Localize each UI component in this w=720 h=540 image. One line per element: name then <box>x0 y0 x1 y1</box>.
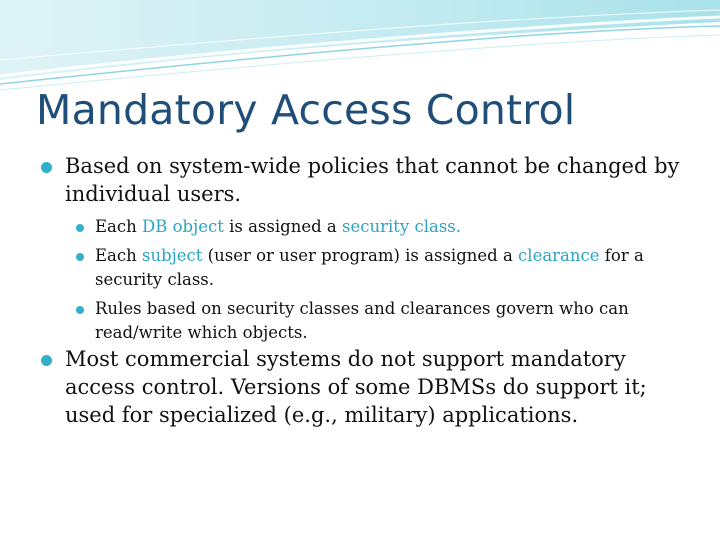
bullet-dot-icon <box>41 162 52 173</box>
slide-body <box>40 152 690 429</box>
bullet-1-text: Based on system-wide policies that cannot be changed by individual users. <box>65 154 680 206</box>
sub-bullet-2-part-3: for a security class. <box>95 246 644 289</box>
sub-bullet-2-part-2: (user or user program) is assigned a <box>202 246 519 265</box>
bullet-2 <box>40 345 690 429</box>
bullet-dot-icon <box>76 253 84 261</box>
bullet-dot-icon <box>41 355 52 366</box>
slide-title: Mandatory Access Control <box>36 86 576 134</box>
sub-bullet-3 <box>40 297 690 345</box>
bullet-2-text: Most commercial systems do not support mandatory access control. Versions of some DBMSs do support it; used for specialized (e.g., military) applications. <box>65 347 647 427</box>
sub-bullet-2 <box>40 244 690 292</box>
sub-bullet-2-highlight-subject: subject <box>142 246 203 265</box>
sub-bullet-1-highlight-security-class: security class. <box>342 217 461 236</box>
decorative-header-banner <box>0 0 720 95</box>
sub-bullet-1-part-1: Each <box>95 217 142 236</box>
sub-bullet-1-highlight-db-object: DB object <box>142 217 224 236</box>
sub-bullet-1-part-2: is assigned a <box>223 217 342 236</box>
sub-bullet-1 <box>40 215 690 239</box>
sub-bullet-3-text: Rules based on security classes and clearances govern who can read/write which objects. <box>95 299 629 342</box>
sub-bullet-2-part-1: Each <box>95 246 142 265</box>
bullet-dot-icon <box>76 224 84 232</box>
sub-bullet-2-highlight-clearance: clearance <box>518 246 600 265</box>
bullet-1 <box>40 152 690 208</box>
bullet-dot-icon <box>76 306 84 314</box>
